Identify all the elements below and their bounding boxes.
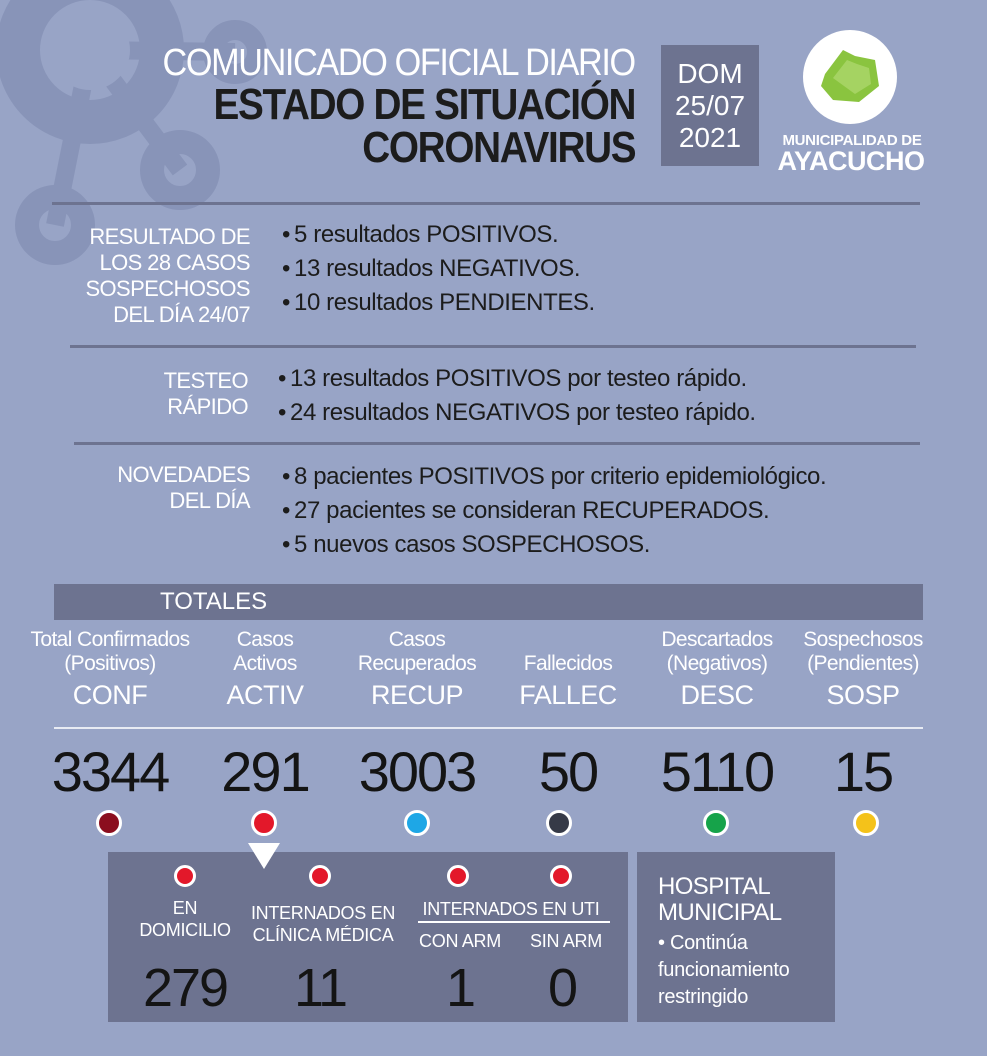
list-item: • 10 resultados PENDIENTES. xyxy=(282,286,595,320)
section-list-testeo xyxy=(278,362,756,430)
dot-recup-icon xyxy=(404,810,430,836)
value-fallec: 50 xyxy=(538,740,598,803)
column-activ: Casos Activos ACTIV xyxy=(226,628,304,710)
logo-text-2: AYACUCHO xyxy=(777,146,925,176)
value-conf: 3344 xyxy=(51,740,169,803)
dot-clinica-icon xyxy=(309,865,331,887)
date-year: 2021 xyxy=(678,121,742,153)
dot-sin-arm-icon xyxy=(550,865,572,887)
column-sosp: Sospechosos (Pendientes) SOSP xyxy=(803,628,923,710)
dot-desc-icon xyxy=(703,810,729,836)
dot-domicilio-icon xyxy=(174,865,196,887)
list-item: restringido xyxy=(658,986,749,1008)
date-day-month: 25/07 xyxy=(674,89,746,121)
hospital-title: HOSPITAL MUNICIPAL xyxy=(658,873,782,926)
logo-text-1: MUNICIPALIDAD DE xyxy=(782,132,922,149)
list-item: • Continúa xyxy=(658,932,748,954)
dot-fallec-icon xyxy=(546,810,572,836)
dot-con-arm-icon xyxy=(447,865,469,887)
list-item: • 13 resultados POSITIVOS por testeo rápido. xyxy=(278,362,756,396)
section-label-testeo: TESTEO RÁPIDO xyxy=(163,368,248,419)
label-clinica-medica: INTERNADOS EN CLÍNICA MÉDICA xyxy=(250,903,396,945)
column-recup: Casos Recuperados RECUP xyxy=(357,628,477,710)
value-sin-arm: 0 xyxy=(547,958,577,1018)
section-label-resultados: RESULTADO DE LOS 28 CASOS SOSPECHOSOS DEL DÍA 24/07 xyxy=(85,224,250,327)
label-uti-title: INTERNADOS EN UTI xyxy=(422,899,600,919)
list-item: • 24 resultados NEGATIVOS por testeo rápido. xyxy=(278,396,756,430)
pointer-triangle-icon xyxy=(248,843,280,869)
label-sin-arm: SIN ARM xyxy=(530,931,602,951)
list-item: • 5 resultados POSITIVOS. xyxy=(282,218,595,252)
value-desc: 5110 xyxy=(660,740,774,803)
label-en-domicilio: EN DOMICILIO xyxy=(139,898,231,940)
section-label-novedades: NOVEDADES DEL DÍA xyxy=(117,462,250,513)
value-clinica-medica: 11 xyxy=(293,958,347,1018)
totals-header: TOTALES xyxy=(54,584,923,620)
dot-activ-icon xyxy=(251,810,277,836)
divider xyxy=(70,345,916,348)
date-badge xyxy=(661,45,759,166)
column-fallec: Fallecidos FALLEC xyxy=(519,652,617,710)
column-conf: Total Confirmados (Positivos) CONF xyxy=(30,628,190,710)
header-line-2: ESTADO DE SITUACIÓN xyxy=(213,80,635,129)
dot-conf-icon xyxy=(96,810,122,836)
label-con-arm: CON ARM xyxy=(419,931,501,951)
list-item: • 5 nuevos casos SOSPECHOSOS. xyxy=(282,528,826,562)
column-desc: Descartados (Negativos) DESC xyxy=(661,628,773,710)
dot-sosp-icon xyxy=(853,810,879,836)
header-line-3: CORONAVIRUS xyxy=(361,123,635,172)
section-list-novedades xyxy=(282,460,826,562)
list-item: • 27 pacientes se consideran RECUPERADOS. xyxy=(282,494,826,528)
divider xyxy=(74,442,920,445)
divider xyxy=(54,727,923,729)
hospital-status-list xyxy=(658,930,789,1011)
date-day: DOM xyxy=(677,57,743,89)
ayacucho-map-icon xyxy=(803,30,897,124)
section-list-resultados xyxy=(282,218,595,320)
list-item: funcionamiento xyxy=(658,959,790,981)
municipality-logo xyxy=(803,30,897,124)
list-item: • 8 pacientes POSITIVOS por criterio epidemiológico. xyxy=(282,460,826,494)
value-activ: 291 xyxy=(221,740,309,803)
uti-underline xyxy=(418,921,610,923)
divider xyxy=(52,202,920,205)
header-line-1: COMUNICADO OFICIAL DIARIO xyxy=(162,42,635,84)
value-en-domicilio: 279 xyxy=(142,958,228,1018)
value-con-arm: 1 xyxy=(445,958,475,1018)
value-recup: 3003 xyxy=(358,740,476,803)
list-item: • 13 resultados NEGATIVOS. xyxy=(282,252,595,286)
value-sosp: 15 xyxy=(833,740,893,803)
